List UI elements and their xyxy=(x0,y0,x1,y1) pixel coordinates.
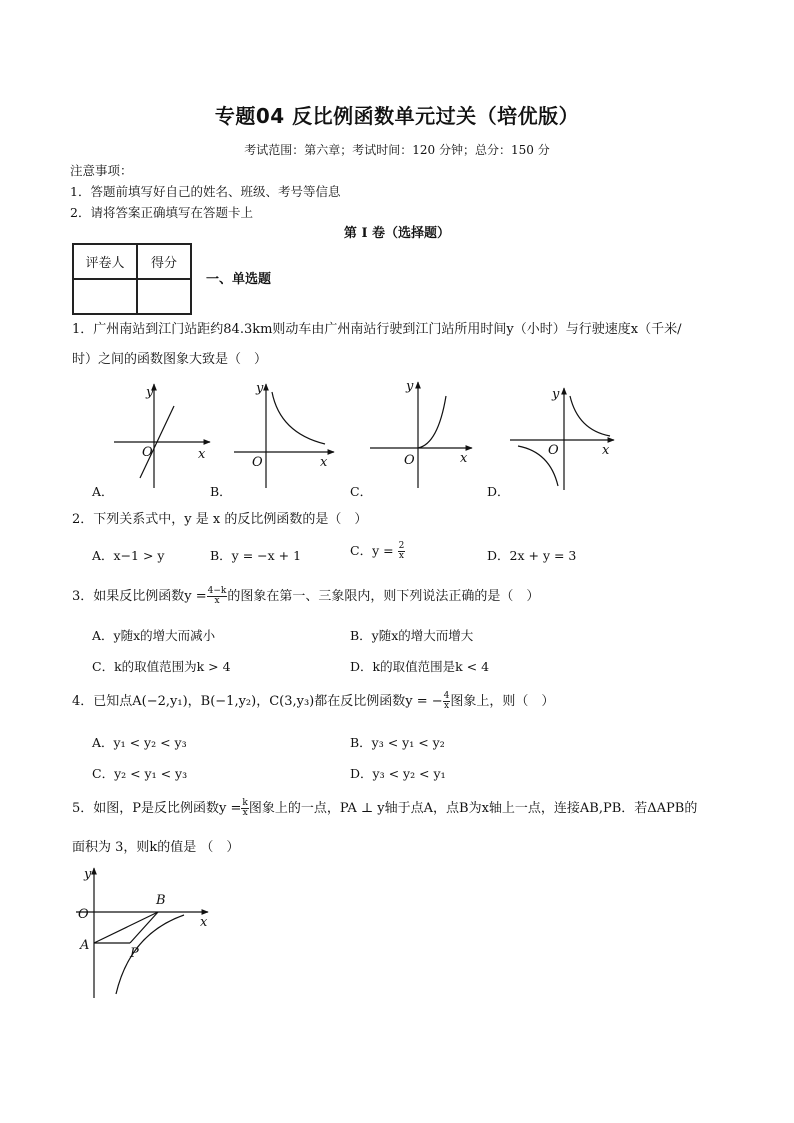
q1-option-a[interactable]: A． xyxy=(92,484,114,499)
q2-option-c-label: C．y = xyxy=(350,543,394,558)
q5-b-label: B xyxy=(156,893,166,908)
q3-option-a[interactable]: A．y随x的增大而减小 xyxy=(92,628,216,643)
q5-stem-line2: 面积为 3，则k的值是 （ ） xyxy=(72,840,240,855)
q2-option-b[interactable]: B．y = −x + 1 xyxy=(210,548,302,563)
exam-info: 考试范围：第六章；考试时间：120 分钟；总分：150 分 xyxy=(244,143,550,157)
q4-option-a[interactable]: A．y₁ < y₂ < y₃ xyxy=(92,735,187,750)
note-item-1: 1．答题前填写好自己的姓名、班级、考号等信息 xyxy=(70,184,341,199)
section-title: 一、单选题 xyxy=(206,272,272,287)
graph-c-origin: O xyxy=(404,453,415,468)
q1-option-d[interactable]: D． xyxy=(487,484,510,499)
q5-figure xyxy=(72,864,222,1004)
q3-stem: 3．如果反比例函数y = $\frac{4-k}{x}$ 的图象在第一、三象限内，则下列说法正确的是（ ） xyxy=(72,586,540,606)
q4-stem: 4．已知点A(−2,y₁)，B(−1,y₂)，C(3,y₃)都在反比例函数y = − $\frac{4}{x}$ 图象上，则（ ） xyxy=(72,691,555,711)
q3-option-d[interactable]: D．k的取值范围是k < 4 xyxy=(350,659,490,674)
graph-a-x-label: x xyxy=(198,447,206,462)
graph-c-x-label: x xyxy=(460,451,468,466)
q4-fraction: $\frac{4}{x}$ xyxy=(443,691,450,711)
q5-o-label: O xyxy=(78,907,89,922)
q1-option-c[interactable]: C． xyxy=(350,484,373,499)
note-item-2: 2．请将答案正确填写在答题卡上 xyxy=(70,205,253,220)
q2-option-d[interactable]: D．2x + y = 3 xyxy=(487,548,577,563)
q5-fraction: $\frac{k}{x}$ xyxy=(242,798,248,818)
graph-d-y-label: y xyxy=(552,387,560,402)
q1-option-graphs xyxy=(90,378,730,498)
q4-option-d[interactable]: D．y₃ < y₂ < y₁ xyxy=(350,766,446,781)
score-table-grader-cell[interactable] xyxy=(73,279,137,314)
page-title: 专题04 反比例函数单元过关（培优版） xyxy=(214,104,580,128)
score-table-header-score: 得分 xyxy=(137,244,191,279)
graph-b-origin: O xyxy=(252,455,263,470)
q5-a-label: A xyxy=(80,938,90,953)
q5-y-label: y xyxy=(84,867,92,882)
q2-option-a[interactable]: A．x−1 > y xyxy=(92,548,165,563)
graph-a-y-label: y xyxy=(146,385,154,400)
q3-option-b[interactable]: B．y随x的增大而增大 xyxy=(350,628,474,643)
graph-d-origin: O xyxy=(548,443,559,458)
score-table-score-cell[interactable] xyxy=(137,279,191,314)
graph-b-x-label: x xyxy=(320,455,328,470)
graph-b-y-label: y xyxy=(256,381,264,396)
q3-fraction: $\frac{4-k}{x}$ xyxy=(207,586,227,606)
score-table xyxy=(72,243,192,315)
q4-option-c[interactable]: C．y₂ < y₁ < y₃ xyxy=(92,766,188,781)
q5-p-label: P xyxy=(130,946,139,961)
score-table-header-grader: 评卷人 xyxy=(73,244,137,279)
notes-heading: 注意事项： xyxy=(70,163,133,178)
q2-option-c-fraction: $\frac{2}{x}$ xyxy=(398,541,405,561)
graph-d-x-label: x xyxy=(602,443,610,458)
q1-option-b[interactable]: B． xyxy=(210,484,232,499)
q2-option-c[interactable] xyxy=(350,541,405,561)
volume-title: 第 I 卷（选择题） xyxy=(343,226,451,241)
q4-option-b[interactable]: B．y₃ < y₁ < y₂ xyxy=(350,735,445,750)
q3-option-c[interactable]: C．k的取值范围为k > 4 xyxy=(92,659,231,674)
graph-c-y-label: y xyxy=(406,379,414,394)
q1-stem-line1: 1．广州南站到江门站距约84.3km则动车由广州南站行驶到江门站所用时间y（小时）与行驶速度x（千米/ xyxy=(72,322,682,337)
q5-x-label: x xyxy=(200,915,208,930)
q2-stem: 2．下列关系式中，y 是 x 的反比例函数的是（ ） xyxy=(72,512,368,527)
q1-stem-line2: 时）之间的函数图象大致是（ ） xyxy=(72,352,268,367)
q5-stem-line1: 5．如图，P是反比例函数y = $\frac{k}{x}$ 图象上的一点，PA ⊥ y轴于点A，点B为x轴上一点，连接AB,PB．若ΔAPB的 xyxy=(72,798,698,818)
graph-a-origin: O xyxy=(142,445,153,460)
